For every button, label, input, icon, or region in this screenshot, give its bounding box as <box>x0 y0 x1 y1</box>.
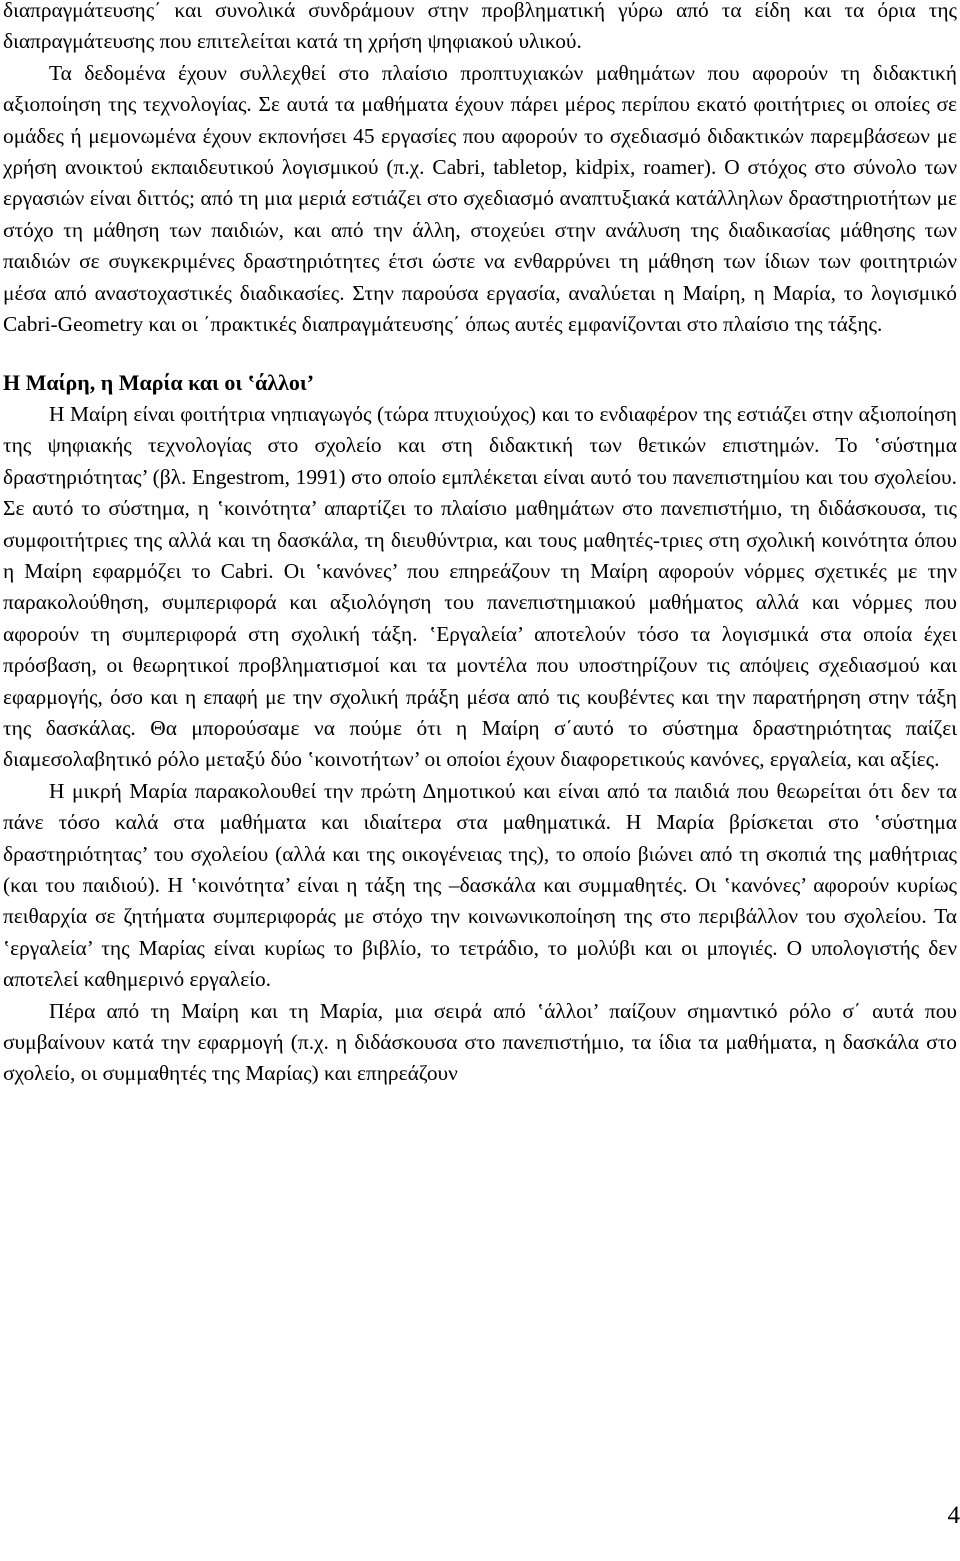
section-heading: Η Μαίρη, η Μαρία και οι ‛άλλοι’ <box>3 370 315 396</box>
paragraph-continuation: διαπραγμάτευσης΄ και συνολικά συνδράμουν στην προβληματική γύρω από τα είδη και τα όρια της διαπραγμάτευσης που επιτελείται κατά τη χρήση ψηφιακού υλικού. <box>3 0 957 54</box>
paragraph-maria: Η μικρή Μαρία παρακολουθεί την πρώτη Δημοτικού και είναι από τα παιδιά που θεωρείται ότι δεν τα πάνε τόσο καλά στα μαθήματα και ιδιαίτερα στα μαθηματικά. Η Μαρία βρίσκεται στο ‛σύστημα δραστηριότητας’ του σχολείου (αλλά και της οικογένειας της), το οποίο βιώνει από τη σκοπιά της μαθήτριας (και του παιδιού). Η ‛κοινότητα’ είναι η τάξη της –δασκάλα και συμμαθητές. Οι ‛κανόνες’ αφορούν κυρίως πειθαρχία σε ζητήματα συμπεριφοράς με στόχο την κοινωνικοποίηση της στο περιβάλλον του σχολείου. Τα ‛εργαλεία’ της Μαρίας είναι κυρίως το βιβλίο, το τετράδιο, το μολύβι και οι μπογιές. Ο υπολογιστής δεν αποτελεί καθημερινό εργαλείο. <box>3 778 957 992</box>
paragraph-others: Πέρα από τη Μαίρη και τη Μαρία, μια σειρά από ‛άλλοι’ παίζουν σημαντικό ρόλο σ΄ αυτά που συμβαίνουν κατά την εφαρμογή (π.χ. η διδάσκουσα στο πανεπιστήμιο, τα ίδια τα μαθήματα, η δασκάλα στο σχολείο, οι συμμαθητές της Μαρίας) και επηρεάζουν <box>3 998 957 1086</box>
paragraph-mairi: Η Μαίρη είναι φοιτήτρια νηπιαγωγός (τώρα πτυχιούχος) και το ενδιαφέρον της εστιάζει στην αξιοποίηση της ψηφιακής τεχνολογίας στο σχολείο και στη διδακτική των θετικών επιστημών. Το ‛σύστημα δραστηριότητας’ (βλ. Engestrom, 1991) στο οποίο εμπλέκεται είναι αυτό του πανεπιστημίου και του σχολείου. Σε αυτό το σύστημα, η ‛κοινότητα’ απαρτίζει το πλαίσιο μαθημάτων στο πανεπιστήμιο, τη διδάσκουσα, τις συμφοιτήτριες της αλλά και τη δασκάλα, τη διευθύντρια, και τους μαθητές-τριες στη σχολική κοινότητα όπου η Μαίρη εφαρμόζει το Cabri. Οι ‛κανόνες’ που επηρεάζουν τη Μαίρη αφορούν νόρμες σχετικές με την παρακολούθηση, συμπεριφορά και αξιολόγηση του πανεπιστημιακού μαθήματος αλλά και νόρμες που αφορούν τη συμπεριφορά στη σχολική τάξη. ‛Εργαλεία’ αποτελούν τόσο τα λογισμικά στα οποία έχει πρόσβαση, οι θεωρητικοί προβληματισμοί και τα μοντέλα που υποστηρίζουν τις απόψεις σχεδιασμού και εφαρμογής, όσο και η επαφή με την σχολική πράξη μέσα από τις κουβέντες και την παρατήρηση στην τάξη της δασκάλας. Θα μπορούσαμε να πούμε ότι η Μαίρη σ΄αυτό το σύστημα δραστηριότητας παίζει διαμεσολαβητικό ρόλο μεταξύ δύο ‛κοινοτήτων’ οι οποίοι έχουν διαφορετικούς κανόνες, εργαλεία, και αξίες. <box>3 401 957 772</box>
paragraph-data-collection: Τα δεδομένα έχουν συλλεχθεί στο πλαίσιο προπτυχιακών μαθημάτων που αφορούν τη διδακτική αξιοποίηση της τεχνολογίας. Σε αυτά τα μαθήματα έχουν πάρει μέρος περίπου εκατό φοιτήτριες οι οποίες σε ομάδες ή μεμονωμένα έχουν εκπονήσει 45 εργασίες που αφορούν το σχεδιασμό διδακτικών παρεμβάσεων με χρήση ανοικτού εκπαιδευτικού λογισμικού (π.χ. Cabri, tabletop, kidpix, roamer). Ο στόχος στο σύνολο των εργασιών είναι διττός; από τη μια μεριά εστιάζει στο σχεδιασμό αναπτυξιακά κατάλληλων δραστηριοτήτων με στόχο τη μάθηση των παιδιών, και από την άλλη, στοχεύει στην ανάλυση της διαδικασίας μάθησης των παιδιών σε συγκεκριμένες δραστηριότητες έτσι ώστε να ενθαρρύνει τη μάθηση των ίδιων των φοιτητριών μέσα από αναστοχαστικές διαδικασίες. Στην παρούσα εργασία, αναλύεται η Μαίρη, η Μαρία, το λογισμικό Cabri-Geometry και οι ΄πρακτικές διαπραγμάτευσης΄ όπως αυτές εμφανίζονται στο πλαίσιο της τάξης. <box>3 60 957 337</box>
page-number: 4 <box>947 1502 960 1529</box>
